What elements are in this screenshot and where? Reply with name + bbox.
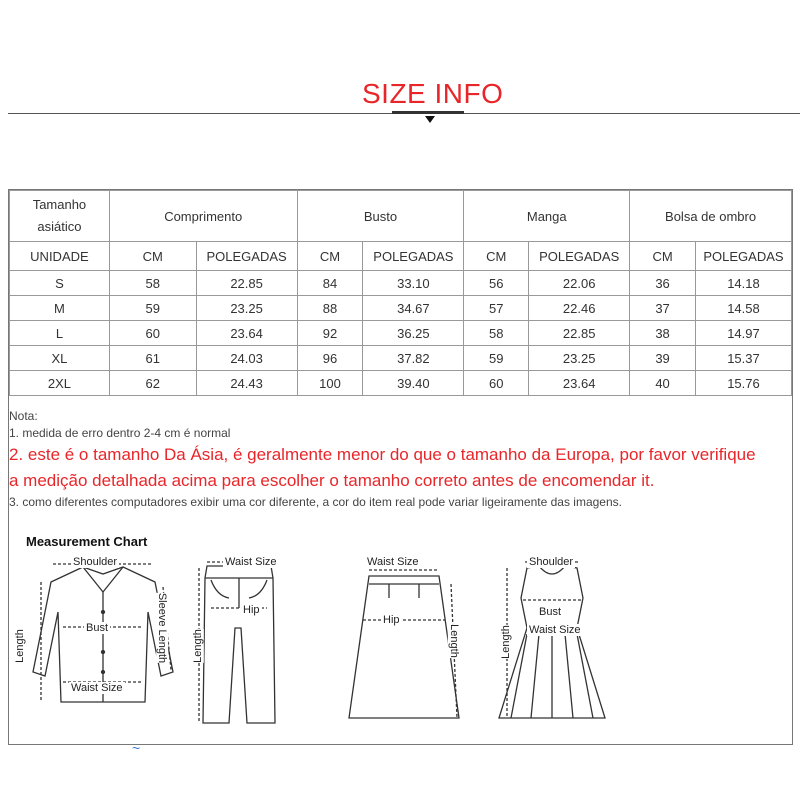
value-cell: 22.46 — [529, 296, 630, 321]
unit-cell: POLEGADAS — [363, 242, 464, 271]
table-row — [10, 321, 792, 346]
dress-icon — [497, 558, 607, 728]
unit-cell: POLEGADAS — [196, 242, 297, 271]
note-1: 1. medida de erro dentro 2-4 cm é normal — [9, 426, 231, 440]
dress-length-label: Length — [499, 625, 512, 659]
skirt-length-label: Length — [447, 624, 460, 658]
pants-icon — [189, 558, 289, 728]
unit-cell: CM — [297, 242, 363, 271]
value-cell: 36.25 — [363, 321, 464, 346]
value-cell: 24.43 — [196, 371, 297, 396]
table-row — [10, 371, 792, 396]
table-header-row — [10, 191, 792, 242]
value-cell: 14.97 — [695, 321, 791, 346]
pants-length-label: Length — [191, 629, 204, 663]
value-cell: 14.58 — [695, 296, 791, 321]
value-cell: 84 — [297, 271, 363, 296]
value-cell: 60 — [109, 321, 196, 346]
shirt-shoulder-label: Shoulder — [73, 556, 118, 568]
value-cell: 23.25 — [529, 346, 630, 371]
value-cell: 14.18 — [695, 271, 791, 296]
notes-section — [9, 408, 792, 511]
unit-cell: POLEGADAS — [529, 242, 630, 271]
value-cell: 58 — [109, 271, 196, 296]
value-cell: 59 — [109, 296, 196, 321]
value-cell: 22.85 — [529, 321, 630, 346]
shirt-waist-label: Waist Size — [71, 682, 123, 694]
value-cell: 22.85 — [196, 271, 297, 296]
unit-cell: POLEGADAS — [695, 242, 791, 271]
shirt-bust-label: Bust — [86, 622, 109, 634]
unit-cell: CM — [464, 242, 529, 271]
note-3: 3. como diferentes computadores exibir uma cor diferente, a cor do item real pode variar ligeiramente das imagens. — [9, 495, 622, 509]
size-info-header — [0, 78, 800, 128]
value-cell: 33.10 — [363, 271, 464, 296]
table-row — [10, 271, 792, 296]
table-row — [10, 296, 792, 321]
value-cell: 62 — [109, 371, 196, 396]
shirt-sleeve-label: Sleeve Length — [156, 592, 169, 664]
measurement-chart-title: Measurement Chart — [26, 534, 148, 549]
value-cell: 36 — [630, 271, 696, 296]
size-cell: L — [10, 321, 110, 346]
skirt-hip-label: Hip — [383, 614, 400, 626]
value-cell: 15.37 — [695, 346, 791, 371]
value-cell: 39.40 — [363, 371, 464, 396]
header-length: Comprimento — [109, 191, 297, 242]
value-cell: 92 — [297, 321, 363, 346]
value-cell: 24.03 — [196, 346, 297, 371]
header-sleeve: Manga — [464, 191, 630, 242]
title-underline — [392, 111, 464, 114]
value-cell: 60 — [464, 371, 529, 396]
value-cell: 37.82 — [363, 346, 464, 371]
value-cell: 15.76 — [695, 371, 791, 396]
header-shoulder: Bolsa de ombro — [630, 191, 792, 242]
value-cell: 37 — [630, 296, 696, 321]
size-table — [9, 190, 792, 396]
note-2-line-2: a medição detalhada acima para escolher o tamanho correto antes de encomendar it. — [9, 471, 655, 490]
pants-waist-label: Waist Size — [225, 556, 277, 568]
value-cell: 40 — [630, 371, 696, 396]
notes-label: Nota: — [9, 409, 38, 423]
value-cell: 23.64 — [196, 321, 297, 346]
size-cell: 2XL — [10, 371, 110, 396]
value-cell: 58 — [464, 321, 529, 346]
unit-cell: CM — [630, 242, 696, 271]
header-bust: Busto — [297, 191, 464, 242]
header-size: Tamanho asiático — [10, 191, 110, 242]
dress-shoulder-label: Shoulder — [529, 556, 574, 568]
value-cell: 61 — [109, 346, 196, 371]
value-cell: 38 — [630, 321, 696, 346]
value-cell: 23.64 — [529, 371, 630, 396]
value-cell: 100 — [297, 371, 363, 396]
value-cell: 57 — [464, 296, 529, 321]
size-cell: S — [10, 271, 110, 296]
size-cell: XL — [10, 346, 110, 371]
value-cell: 34.67 — [363, 296, 464, 321]
value-cell: 22.06 — [529, 271, 630, 296]
value-cell: 23.25 — [196, 296, 297, 321]
note-2-line-1: 2. este é o tamanho Da Ásia, é geralmente menor do que o tamanho da Europa, por favor verifique — [9, 445, 756, 464]
value-cell: 96 — [297, 346, 363, 371]
unit-cell: UNIDADE — [10, 242, 110, 271]
unit-cell: CM — [109, 242, 196, 271]
dress-waist-label: Waist Size — [529, 624, 581, 636]
value-cell: 59 — [464, 346, 529, 371]
size-cell: M — [10, 296, 110, 321]
unit-row — [10, 242, 792, 271]
dress-bust-label: Bust — [539, 606, 562, 618]
pants-hip-label: Hip — [243, 604, 260, 616]
value-cell: 88 — [297, 296, 363, 321]
caret-down-icon — [425, 116, 435, 123]
shirt-length-label: Length — [13, 629, 26, 663]
table-row — [10, 346, 792, 371]
value-cell: 56 — [464, 271, 529, 296]
footer-mark: ~ — [132, 740, 141, 756]
skirt-waist-label: Waist Size — [367, 556, 419, 568]
size-sheet — [8, 189, 793, 745]
value-cell: 39 — [630, 346, 696, 371]
page-title: SIZE INFO — [362, 78, 504, 109]
